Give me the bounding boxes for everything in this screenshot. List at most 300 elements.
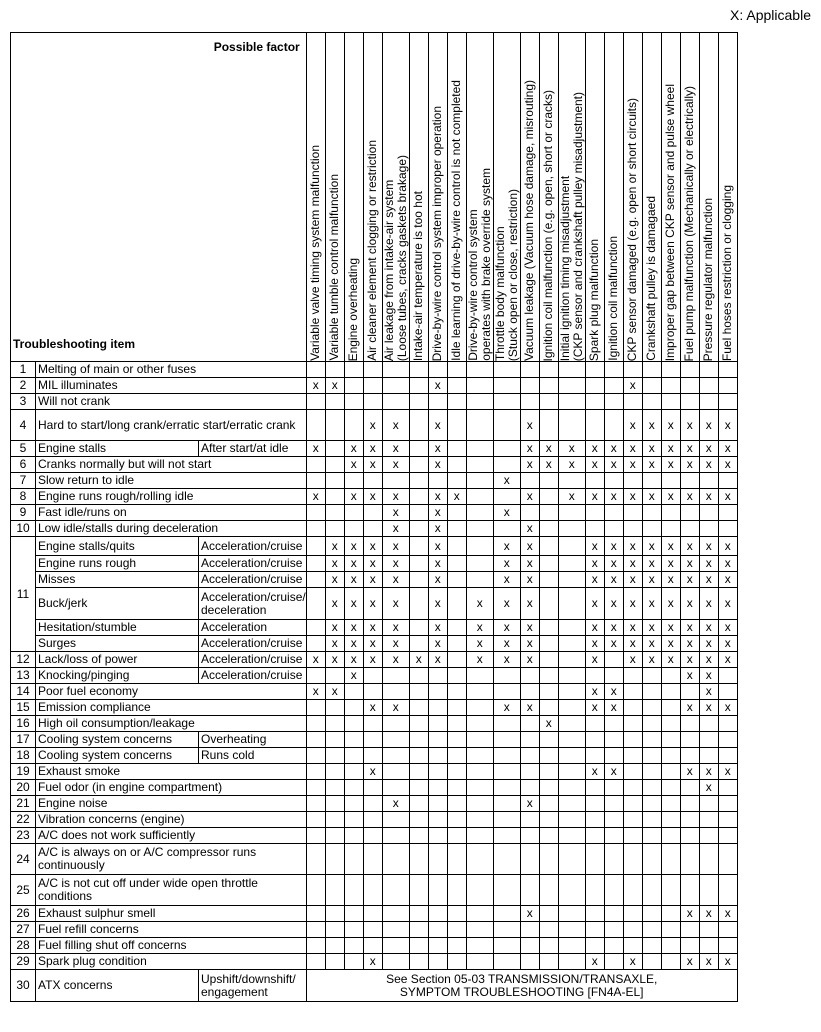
factor-mark-cell — [585, 362, 604, 378]
factor-mark-cell — [306, 457, 325, 473]
factor-mark-cell — [539, 556, 558, 572]
factor-label: Engine overheating — [346, 257, 361, 361]
factor-mark-cell — [718, 780, 737, 796]
factor-mark-cell — [642, 796, 661, 812]
table-row — [11, 844, 738, 875]
factor-mark-cell — [680, 505, 699, 521]
item-text: Engine stalls/quits — [36, 537, 199, 556]
factor-mark-cell: x — [623, 652, 642, 668]
factor-mark-cell — [466, 489, 493, 505]
factor-header — [558, 33, 585, 362]
factor-mark-cell — [409, 812, 428, 828]
factor-mark-cell — [642, 521, 661, 537]
factor-mark-cell — [428, 938, 447, 954]
factor-mark-cell: x — [520, 700, 539, 716]
factor-mark-cell: x — [558, 441, 585, 457]
factor-mark-cell — [409, 537, 428, 556]
factor-mark-cell — [558, 473, 585, 489]
factor-mark-cell — [539, 489, 558, 505]
factor-mark-cell: x — [344, 489, 363, 505]
factor-mark-cell: x — [642, 636, 661, 652]
factor-mark-cell: x — [382, 505, 409, 521]
factor-mark-cell — [661, 922, 680, 938]
factor-mark-cell — [447, 875, 466, 906]
factor-mark-cell — [585, 394, 604, 410]
item-text: Slow return to idle — [36, 473, 307, 489]
factor-mark-cell — [306, 828, 325, 844]
factor-label: Drive-by-wire control system improper operation — [430, 105, 445, 361]
factor-mark-cell — [447, 441, 466, 457]
factor-mark-cell: x — [718, 954, 737, 970]
factor-mark-cell — [661, 684, 680, 700]
factor-mark-cell — [363, 748, 382, 764]
table-row — [11, 441, 738, 457]
factor-label: Throttle body malfunction (Stuck open or close, restriction) — [492, 188, 520, 361]
factor-label: Fuel hoses restriction or clogging — [720, 184, 735, 361]
factor-mark-cell — [447, 457, 466, 473]
factor-mark-cell — [493, 684, 520, 700]
item-text: Cooling system concerns — [36, 748, 199, 764]
factor-mark-cell — [558, 828, 585, 844]
item-text: A/C is not cut off under wide open throttle conditions — [36, 875, 307, 906]
factor-mark-cell: x — [718, 906, 737, 922]
item-text: Exhaust sulphur smell — [36, 906, 307, 922]
factor-mark-cell — [306, 748, 325, 764]
factor-mark-cell: x — [585, 954, 604, 970]
row-number: 15 — [11, 700, 36, 716]
header-corner — [11, 33, 307, 362]
row-number: 21 — [11, 796, 36, 812]
factor-mark-cell — [623, 922, 642, 938]
factor-mark-cell — [466, 556, 493, 572]
item-text: Low idle/stalls during deceleration — [36, 521, 307, 537]
factor-mark-cell — [539, 875, 558, 906]
factor-mark-cell — [493, 732, 520, 748]
factor-mark-cell: x — [699, 588, 718, 620]
factor-mark-cell: x — [363, 410, 382, 441]
factor-label: Air cleaner element clogging or restriction — [365, 140, 380, 361]
factor-mark-cell: x — [520, 636, 539, 652]
factor-mark-cell — [520, 362, 539, 378]
factor-label: Improper gap between CKP sensor and pulse wheel — [663, 83, 678, 361]
factor-mark-cell — [409, 938, 428, 954]
factor-mark-cell — [466, 954, 493, 970]
table-row-30 — [11, 970, 738, 1002]
table-row — [11, 700, 738, 716]
factor-mark-cell — [661, 521, 680, 537]
factor-mark-cell — [409, 410, 428, 441]
factor-mark-cell — [642, 378, 661, 394]
factor-mark-cell — [306, 588, 325, 620]
factor-mark-cell — [409, 457, 428, 473]
condition-text: Acceleration/cruise — [199, 537, 307, 556]
factor-mark-cell: x — [642, 652, 661, 668]
item-text: Fuel odor (in engine compartment) — [36, 780, 307, 796]
factor-mark-cell — [680, 684, 699, 700]
factor-mark-cell — [680, 796, 699, 812]
factor-mark-cell — [642, 954, 661, 970]
factor-mark-cell — [466, 362, 493, 378]
factor-mark-cell: x — [363, 572, 382, 588]
factor-mark-cell: x — [680, 668, 699, 684]
factor-mark-cell: x — [718, 620, 737, 636]
factor-mark-cell — [325, 954, 344, 970]
factor-mark-cell — [447, 906, 466, 922]
factor-mark-cell — [363, 828, 382, 844]
factor-mark-cell — [466, 457, 493, 473]
factor-mark-cell — [493, 764, 520, 780]
factor-mark-cell: x — [604, 457, 623, 473]
factor-mark-cell — [604, 362, 623, 378]
factor-mark-cell: x — [325, 620, 344, 636]
table-row — [11, 732, 738, 748]
condition-text: Upshift/downshift/ engagement — [199, 970, 307, 1002]
factor-mark-cell — [699, 378, 718, 394]
factor-mark-cell — [363, 668, 382, 684]
factor-mark-cell — [661, 473, 680, 489]
item-text: Poor fuel economy — [36, 684, 307, 700]
factor-mark-cell — [585, 828, 604, 844]
factor-mark-cell — [344, 684, 363, 700]
factor-mark-cell: x — [363, 764, 382, 780]
factor-mark-cell: x — [493, 473, 520, 489]
factor-mark-cell — [661, 362, 680, 378]
factor-mark-cell — [409, 441, 428, 457]
factor-mark-cell — [409, 505, 428, 521]
factor-mark-cell — [558, 505, 585, 521]
factor-mark-cell: x — [699, 700, 718, 716]
factor-mark-cell — [604, 410, 623, 441]
table-row — [11, 748, 738, 764]
section-reference-note — [306, 970, 737, 1002]
factor-mark-cell — [661, 796, 680, 812]
factor-mark-cell: x — [520, 572, 539, 588]
factor-mark-cell — [325, 716, 344, 732]
factor-mark-cell — [623, 700, 642, 716]
factor-mark-cell — [623, 812, 642, 828]
factor-mark-cell — [661, 780, 680, 796]
factor-mark-cell — [409, 780, 428, 796]
factor-mark-cell: x — [344, 652, 363, 668]
factor-mark-cell: x — [680, 906, 699, 922]
factor-mark-cell — [325, 764, 344, 780]
factor-mark-cell: x — [585, 652, 604, 668]
factor-mark-cell — [661, 394, 680, 410]
factor-mark-cell — [585, 938, 604, 954]
factor-mark-cell — [409, 620, 428, 636]
factor-mark-cell: x — [520, 906, 539, 922]
factor-mark-cell — [585, 796, 604, 812]
factor-mark-cell: x — [661, 652, 680, 668]
factor-mark-cell — [623, 716, 642, 732]
factor-mark-cell — [325, 875, 344, 906]
factor-mark-cell: x — [680, 537, 699, 556]
factor-mark-cell: x — [718, 636, 737, 652]
factor-mark-cell: x — [382, 537, 409, 556]
factor-mark-cell: x — [718, 537, 737, 556]
factor-mark-cell — [344, 521, 363, 537]
factor-mark-cell: x — [585, 457, 604, 473]
factor-mark-cell — [642, 505, 661, 521]
factor-mark-cell: x — [344, 537, 363, 556]
factor-mark-cell — [344, 748, 363, 764]
factor-mark-cell — [447, 828, 466, 844]
factor-mark-cell — [585, 732, 604, 748]
factor-mark-cell — [325, 780, 344, 796]
factor-mark-cell — [428, 764, 447, 780]
factor-mark-cell — [585, 922, 604, 938]
factor-mark-cell: x — [585, 489, 604, 505]
factor-mark-cell: x — [623, 572, 642, 588]
factor-mark-cell — [558, 700, 585, 716]
row-number: 5 — [11, 441, 36, 457]
factor-header-row — [11, 33, 738, 362]
factor-mark-cell: x — [680, 652, 699, 668]
factor-label: Initial ignition timing misadjustment (CKP sensor and crankshaft pulley misadjustment) — [557, 91, 585, 361]
factor-mark-cell — [699, 828, 718, 844]
factor-mark-cell — [466, 668, 493, 684]
table-row — [11, 489, 738, 505]
factor-mark-cell — [539, 410, 558, 441]
factor-mark-cell: x — [493, 652, 520, 668]
row-number: 6 — [11, 457, 36, 473]
factor-mark-cell: x — [699, 906, 718, 922]
factor-mark-cell — [493, 844, 520, 875]
factor-mark-cell: x — [699, 780, 718, 796]
table-row — [11, 636, 738, 652]
factor-mark-cell — [539, 521, 558, 537]
factor-mark-cell: x — [520, 556, 539, 572]
factor-mark-cell: x — [344, 588, 363, 620]
factor-mark-cell — [558, 684, 585, 700]
factor-mark-cell: x — [604, 684, 623, 700]
factor-mark-cell: x — [661, 588, 680, 620]
factor-mark-cell: x — [306, 489, 325, 505]
factor-mark-cell — [363, 844, 382, 875]
factor-mark-cell — [409, 636, 428, 652]
factor-mark-cell — [382, 732, 409, 748]
factor-mark-cell: x — [325, 684, 344, 700]
factor-mark-cell — [447, 938, 466, 954]
factor-mark-cell — [306, 620, 325, 636]
row-number: 10 — [11, 521, 36, 537]
factor-mark-cell — [642, 668, 661, 684]
factor-mark-cell — [409, 362, 428, 378]
factor-mark-cell — [447, 537, 466, 556]
factor-mark-cell — [409, 796, 428, 812]
factor-mark-cell — [585, 473, 604, 489]
factor-mark-cell — [642, 394, 661, 410]
condition-text: Acceleration/cruise — [199, 572, 307, 588]
factor-mark-cell — [699, 938, 718, 954]
factor-mark-cell — [344, 732, 363, 748]
factor-mark-cell — [585, 668, 604, 684]
factor-mark-cell — [642, 906, 661, 922]
factor-mark-cell — [306, 938, 325, 954]
factor-mark-cell: x — [718, 457, 737, 473]
factor-label: CKP sensor damaged (e.g. open or short circuits) — [625, 97, 640, 361]
factor-mark-cell — [520, 378, 539, 394]
factor-mark-cell — [604, 716, 623, 732]
factor-mark-cell: x — [344, 457, 363, 473]
factor-mark-cell: x — [325, 588, 344, 620]
factor-mark-cell: x — [642, 572, 661, 588]
factor-mark-cell — [699, 473, 718, 489]
factor-header — [382, 33, 409, 362]
factor-mark-cell — [363, 812, 382, 828]
factor-mark-cell — [466, 922, 493, 938]
factor-mark-cell — [623, 473, 642, 489]
factor-mark-cell — [409, 489, 428, 505]
factor-label: Vacuum leakage (Vacuum hose damage, misrouting) — [522, 79, 537, 361]
factor-mark-cell — [344, 954, 363, 970]
table-row — [11, 812, 738, 828]
factor-mark-cell — [680, 394, 699, 410]
factor-mark-cell: x — [382, 441, 409, 457]
factor-mark-cell — [623, 394, 642, 410]
factor-mark-cell — [428, 780, 447, 796]
factor-mark-cell — [306, 394, 325, 410]
item-text: Cooling system concerns — [36, 732, 199, 748]
factor-mark-cell — [642, 732, 661, 748]
factor-mark-cell — [409, 906, 428, 922]
factor-mark-cell — [447, 410, 466, 441]
factor-mark-cell: x — [428, 572, 447, 588]
factor-label: Fuel pump malfunction (Mechanically or electrically) — [682, 85, 697, 361]
factor-mark-cell — [447, 922, 466, 938]
factor-mark-cell — [363, 780, 382, 796]
factor-header — [520, 33, 539, 362]
factor-mark-cell — [447, 521, 466, 537]
factor-header — [363, 33, 382, 362]
reference-line-1: See Section 05-03 TRANSMISSION/TRANSAXLE, — [386, 971, 658, 986]
factor-mark-cell: x — [604, 489, 623, 505]
factor-mark-cell — [306, 812, 325, 828]
factor-mark-cell — [558, 764, 585, 780]
factor-header — [623, 33, 642, 362]
factor-mark-cell — [493, 938, 520, 954]
factor-mark-cell — [409, 521, 428, 537]
factor-mark-cell: x — [539, 716, 558, 732]
factor-mark-cell — [493, 668, 520, 684]
factor-mark-cell — [623, 748, 642, 764]
factor-mark-cell — [428, 796, 447, 812]
factor-mark-cell — [539, 700, 558, 716]
factor-header — [718, 33, 737, 362]
factor-mark-cell — [539, 764, 558, 780]
factor-mark-cell — [585, 844, 604, 875]
factor-mark-cell — [604, 748, 623, 764]
factor-mark-cell: x — [493, 537, 520, 556]
factor-mark-cell — [623, 780, 642, 796]
factor-mark-cell — [520, 828, 539, 844]
factor-mark-cell — [699, 875, 718, 906]
factor-mark-cell: x — [558, 489, 585, 505]
factor-mark-cell: x — [718, 556, 737, 572]
factor-mark-cell — [344, 394, 363, 410]
factor-mark-cell: x — [493, 636, 520, 652]
factor-mark-cell — [661, 764, 680, 780]
factor-mark-cell: x — [428, 457, 447, 473]
factor-mark-cell: x — [306, 378, 325, 394]
factor-mark-cell — [344, 828, 363, 844]
factor-mark-cell — [493, 812, 520, 828]
factor-mark-cell: x — [661, 410, 680, 441]
factor-mark-cell — [466, 410, 493, 441]
factor-mark-cell — [661, 812, 680, 828]
factor-mark-cell — [585, 780, 604, 796]
factor-mark-cell — [382, 684, 409, 700]
factor-mark-cell — [623, 796, 642, 812]
factor-mark-cell: x — [344, 441, 363, 457]
factor-mark-cell — [409, 844, 428, 875]
factor-mark-cell — [642, 362, 661, 378]
factor-mark-cell — [493, 410, 520, 441]
factor-mark-cell — [642, 828, 661, 844]
factor-mark-cell — [409, 378, 428, 394]
factor-mark-cell — [585, 716, 604, 732]
factor-mark-cell — [344, 764, 363, 780]
factor-mark-cell — [558, 572, 585, 588]
factor-mark-cell — [447, 556, 466, 572]
factor-mark-cell: x — [363, 489, 382, 505]
factor-mark-cell — [604, 780, 623, 796]
factor-mark-cell: x — [623, 588, 642, 620]
factor-mark-cell: x — [623, 537, 642, 556]
factor-mark-cell — [539, 620, 558, 636]
factor-mark-cell — [520, 938, 539, 954]
table-row — [11, 378, 738, 394]
factor-mark-cell — [680, 473, 699, 489]
factor-mark-cell — [661, 668, 680, 684]
factor-mark-cell — [539, 394, 558, 410]
factor-mark-cell: x — [661, 636, 680, 652]
factor-mark-cell: x — [680, 620, 699, 636]
factor-mark-cell: x — [382, 457, 409, 473]
factor-mark-cell — [558, 378, 585, 394]
factor-mark-cell — [382, 906, 409, 922]
factor-mark-cell — [585, 906, 604, 922]
factor-mark-cell — [306, 668, 325, 684]
factor-mark-cell — [539, 684, 558, 700]
factor-mark-cell: x — [409, 652, 428, 668]
factor-mark-cell — [466, 764, 493, 780]
factor-mark-cell: x — [428, 636, 447, 652]
factor-mark-cell — [642, 748, 661, 764]
factor-mark-cell — [428, 844, 447, 875]
factor-mark-cell: x — [493, 556, 520, 572]
factor-mark-cell — [409, 922, 428, 938]
factor-mark-cell — [466, 875, 493, 906]
row-number: 30 — [11, 970, 36, 1002]
factor-mark-cell: x — [306, 441, 325, 457]
factor-mark-cell — [558, 748, 585, 764]
factor-mark-cell: x — [428, 556, 447, 572]
factor-mark-cell — [642, 812, 661, 828]
factor-mark-cell: x — [718, 764, 737, 780]
factor-mark-cell: x — [363, 636, 382, 652]
factor-mark-cell — [306, 473, 325, 489]
factor-header — [306, 33, 325, 362]
factor-mark-cell — [409, 875, 428, 906]
factor-mark-cell: x — [520, 588, 539, 620]
factor-mark-cell: x — [520, 441, 539, 457]
factor-mark-cell — [493, 394, 520, 410]
factor-mark-cell — [428, 732, 447, 748]
factor-mark-cell — [539, 954, 558, 970]
factor-mark-cell: x — [699, 537, 718, 556]
factor-mark-cell — [466, 716, 493, 732]
